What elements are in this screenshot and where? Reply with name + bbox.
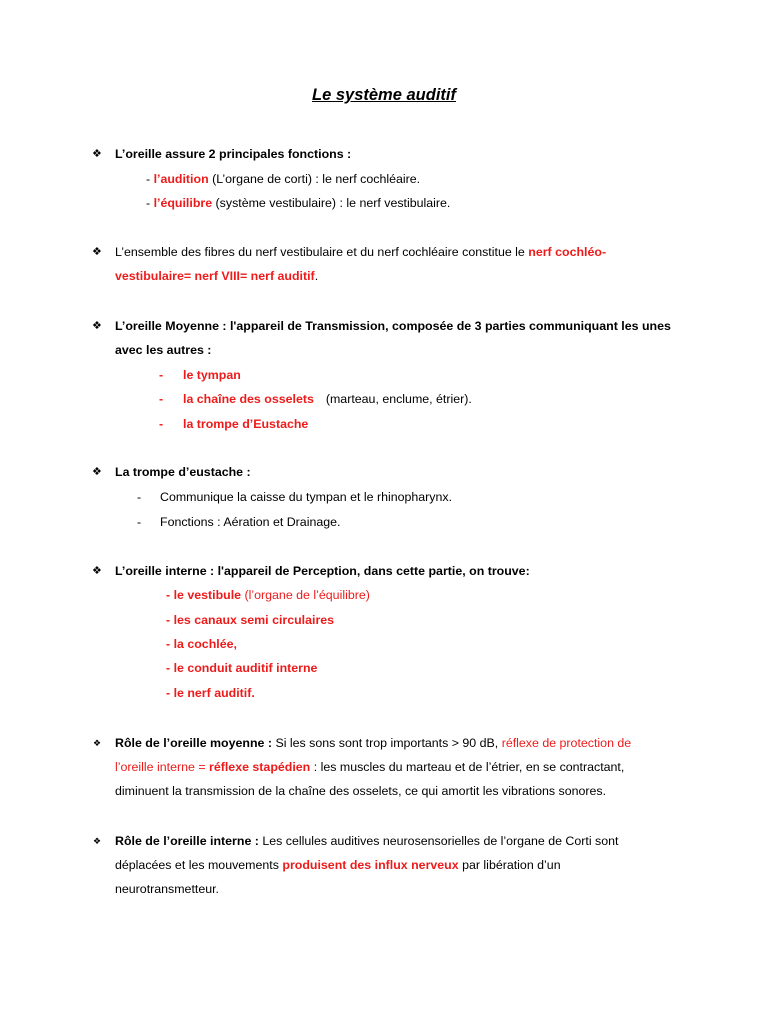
dash-marker: - [159,368,164,382]
s5-item-text: (l’organe de l’équilibre) [241,588,370,602]
s3-line-2: avec les autres : [115,343,212,357]
s7-line-2 [115,856,561,874]
s1-item-prefix: - [146,172,154,186]
s7-text: Les cellules auditives neurosensorielles de l’organe de Corti sont [258,834,619,848]
s7-heading: Rôle de l’oreille interne : [115,834,259,848]
s6-heading: Rôle de l’oreille moyenne : [115,736,272,750]
dash-marker: - [159,417,164,431]
s1-item-term: l’équilibre [153,196,213,210]
bullet-icon: ❖ [92,320,102,332]
s5-heading: L’oreille interne : l'appareil de Perception, dans cette partie, on trouve: [115,564,530,578]
s1-item-prefix: - [146,196,154,210]
s5-item-nerf: - le nerf auditif. [166,686,255,700]
s2-text: L’ensemble des fibres du nerf vestibulaire et du nerf cochléaire constitue le [115,245,529,259]
bullet-icon: ❖ [93,836,102,846]
s5-item-cochlee: - la cochlée, [166,637,237,651]
dash-marker: - [159,392,164,406]
s3-item-term: la chaîne des osselets [183,392,314,406]
s7-text: par libération d’un [458,858,561,872]
s6-line-2 [115,758,624,776]
s1-item-text: (L’organe de corti) : le nerf cochléaire. [208,172,421,186]
s6-highlight-bold: réflexe stapédien [209,760,311,774]
s1-item-term: l’audition [153,172,209,186]
bullet-icon: ❖ [92,246,102,258]
s7-highlight: produisent des influx nerveux [282,858,459,872]
s6-line-3: diminuent la transmission de la chaîne des osselets, ce qui amortit les vibrations sonores. [115,784,607,798]
s2-end: . [314,269,319,283]
dash-marker: - [137,515,142,529]
s3-item-osselets [183,390,472,408]
s5-item-term: - le vestibule [166,588,242,602]
s1-item-equilibre [146,194,450,212]
s4-heading: La trompe d’eustache : [115,465,251,479]
s1-heading: L’oreille assure 2 principales fonctions : [115,147,352,161]
s1-item-text: (système vestibulaire) : le nerf vestibulaire. [212,196,451,210]
bullet-icon: ❖ [92,466,102,478]
s5-item-conduit: - le conduit auditif interne [166,661,318,675]
s3-line-1: L’oreille Moyenne : l'appareil de Transmission, composée de 3 parties communiquant les unes [115,319,671,333]
s3-item-tympan: le tympan [183,368,241,382]
s6-highlight: réflexe de protection de [501,736,632,750]
s5-item-canaux: - les canaux semi circulaires [166,613,335,627]
s3-item-eustache: la trompe d’Eustache [183,417,309,431]
s4-item-2: Fonctions : Aération et Drainage. [160,515,341,529]
s2-highlight: vestibulaire= nerf VIII= nerf auditif [115,269,315,283]
s3-item-text: (marteau, enclume, étrier). [325,392,472,406]
page-title: Le système auditif [312,86,456,104]
s7-text: déplacées et les mouvements [115,858,283,872]
s2-highlight: nerf cochléo- [528,245,607,259]
s2-line-2 [115,267,318,285]
bullet-icon: ❖ [92,565,102,577]
s4-item-1: Communique la caisse du tympan et le rhinopharynx. [160,490,453,504]
s6-line-1 [115,734,631,752]
s6-text: : les muscles du marteau et de l’étrier, en se contractant, [310,760,625,774]
s5-item-vestibule [166,586,370,604]
bullet-icon: ❖ [92,148,102,160]
s2-line-1 [115,243,606,261]
s7-line-3: neurotransmetteur. [115,882,220,896]
s6-text: Si les sons sont trop importants > 90 dB, [272,736,502,750]
bullet-icon: ❖ [93,738,102,748]
s6-highlight: l’oreille interne = [115,760,210,774]
dash-marker: - [137,490,142,504]
s1-item-audition [146,170,420,188]
s7-line-1 [115,832,618,850]
